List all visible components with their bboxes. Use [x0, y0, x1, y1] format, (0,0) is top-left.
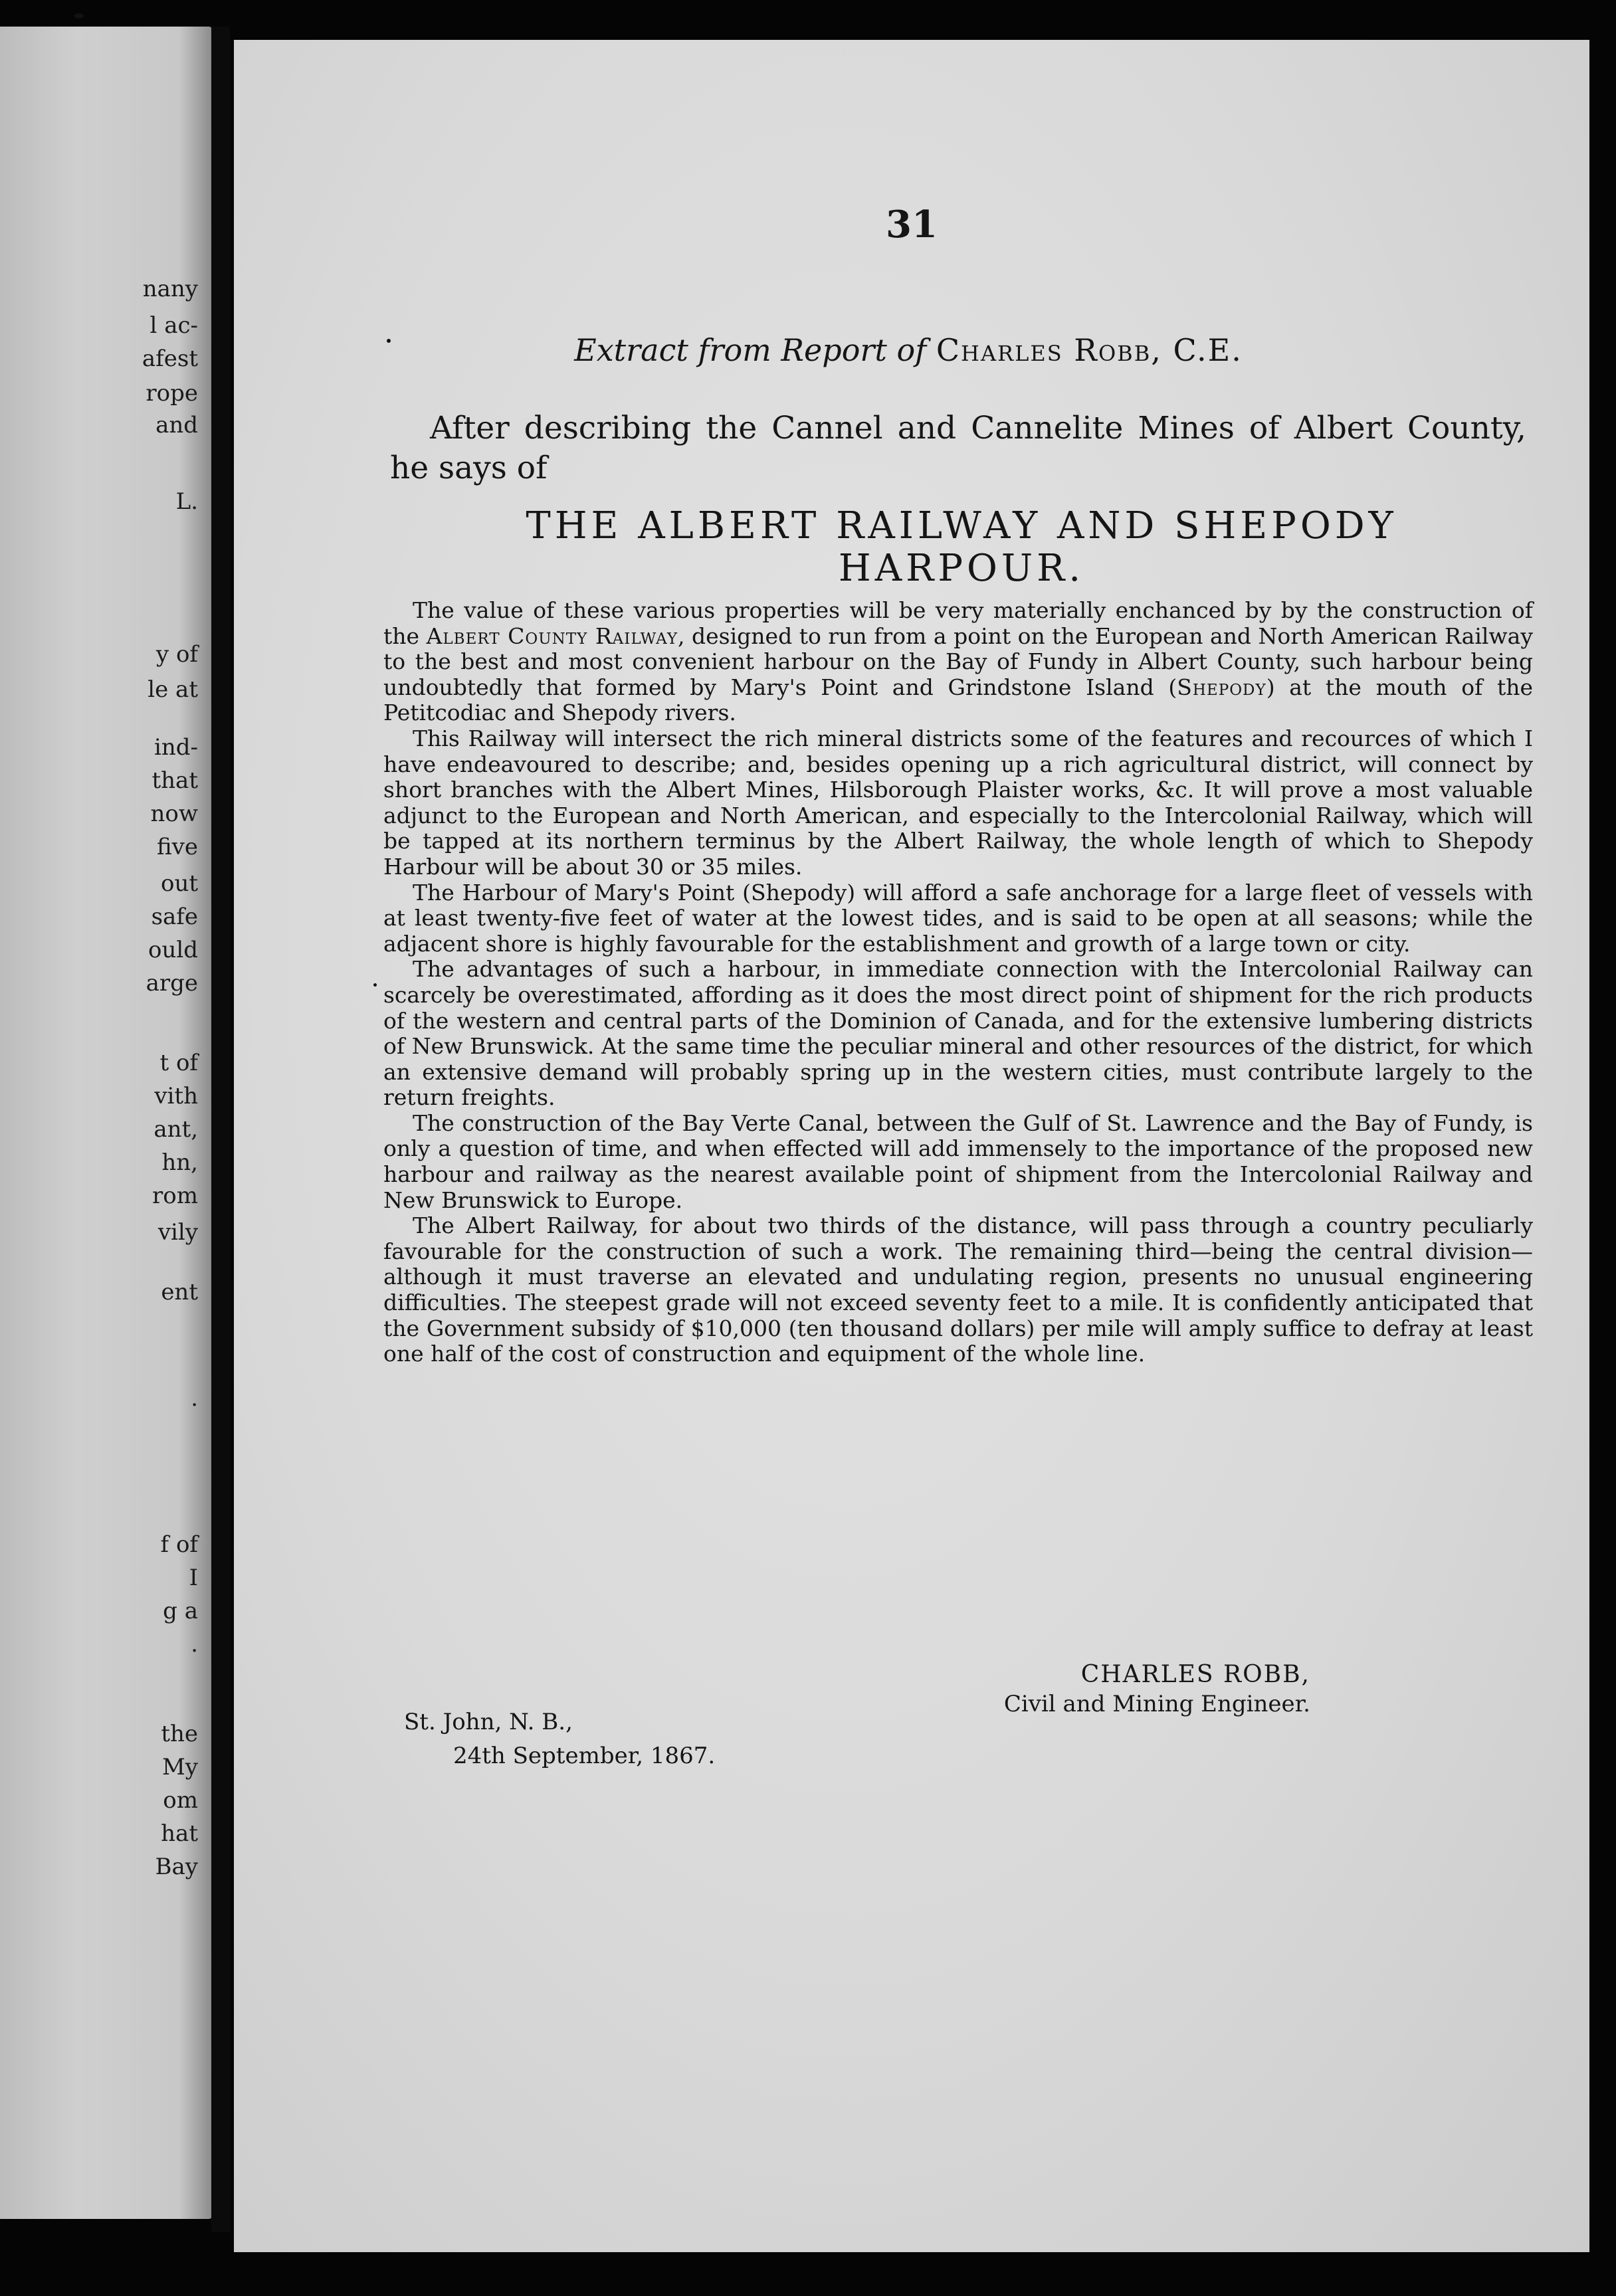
signature-place: St. John, N. B.,: [404, 1709, 573, 1735]
paragraph-smallcaps: Albert County Railway: [426, 622, 678, 649]
fragment-text: vily: [157, 1219, 198, 1246]
signature-name: CHARLES ROBB,: [1080, 1661, 1310, 1688]
fragment-text: ·: [191, 1638, 198, 1664]
body-paragraph-3: The Harbour of Mary's Point (Shepody) will afford a safe anchorage for a large fleet of vessels with at least twenty-five feet of water at the lowest tides, and is said to be open at all seasons; while the adjacent shore is highly favourable for the establishment and growth of a large town or city.: [383, 879, 1533, 957]
fragment-text: ould: [148, 937, 198, 963]
fragment-text: om: [163, 1787, 198, 1814]
page-number: 31: [886, 203, 938, 246]
fragment-text: l ac-: [150, 312, 198, 339]
document-page: [234, 40, 1589, 2252]
scan-speck: [373, 983, 377, 987]
fragment-text: and: [155, 412, 198, 438]
fragment-text: le at: [148, 676, 198, 703]
scan-speck: [387, 339, 391, 343]
fragment-text: f of: [160, 1531, 198, 1558]
fragment-text: My: [161, 1754, 198, 1780]
body-paragraph-6: The Albert Railway, for about two thirds of the distance, will pass through a country peculiarly favourable for the construction of such a work. The remaining third—being the central division—although it must traverse an elevated and undulating region, presents no unusual engineering difficulties. The steepest grade will not exceed seventy feet to a mile. It is confidently anticipated that the Government subsidy of $10,000 (ten thousand dollars) per mile will amply suffice to defray at least one half of the cost of construction and equipment of the whole line.: [383, 1212, 1533, 1367]
extract-heading-author: Charles Robb, C.E.: [936, 332, 1243, 368]
fragment-text: out: [160, 870, 198, 897]
fragment-text: y of: [155, 641, 198, 668]
fragment-text: .: [191, 1385, 198, 1412]
fragment-text: Bay: [155, 1854, 198, 1880]
section-title: [387, 505, 1536, 590]
signature-date: 24th September, 1867.: [453, 1743, 716, 1769]
paragraph-text: , designed to run from a point on the European and North American Railway to the best and most convenient harbour on the Bay of Fundy in Albert County, such harbour being undoubtedly that formed by Mary's Point and Grindstone Island (: [383, 622, 1533, 700]
fragment-text: I: [189, 1565, 198, 1591]
body-paragraph-1: [383, 598, 1533, 726]
body-paragraph-4: The advantages of such a harbour, in immediate connection with the Intercolonial Railway can scarcely be overestimated, affording as it does the most direct point of shipment for the rich products of the western and central parts of the Dominion of Canada, and for the extensive lumbering districts of New Brunswick. At the same time the peculiar mineral and other resources of the district, for which an extensive demand will probably spring up in the western cities, must contribute largely to the return freights.: [383, 956, 1533, 1111]
fragment-text: ant,: [153, 1116, 198, 1143]
fragment-text: rope: [146, 380, 198, 407]
page-gutter-shadow: [211, 27, 230, 2232]
intro-paragraph: After describing the Cannel and Cannelite Mines of Albert County, he says of: [390, 410, 1526, 486]
fragment-text: afest: [142, 345, 198, 372]
fragment-text: now: [150, 801, 198, 827]
fragment-text: nany: [142, 276, 198, 302]
body-paragraph-5: The construction of the Bay Verte Canal, between the Gulf of St. Lawrence and the Bay of Fundy, is only a question of time, and when effected will add immensely to the importance of the proposed new harbour and railway as the nearest available point of shipment from the Intercolonial Railway and New Brunswick to Europe.: [383, 1109, 1533, 1213]
fragment-text: hat: [161, 1820, 198, 1847]
signature-title: Civil and Mining Engineer.: [1003, 1691, 1310, 1717]
fragment-text: vith: [154, 1083, 198, 1109]
fragment-text: g a: [163, 1598, 198, 1624]
fragment-text: that: [152, 767, 198, 794]
scan-speck: [74, 13, 84, 19]
fragment-text: rom: [152, 1183, 198, 1209]
paragraph-smallcaps: Shepody: [1177, 674, 1266, 700]
fragment-text: arge: [146, 970, 198, 997]
extract-heading-italic: Extract from Report of: [574, 332, 927, 368]
body-paragraph-2: This Railway will intersect the rich mineral districts some of the features and recources of which I have endeavoured to describe; and, besides opening up a rich agricultural district, will connect by short branches with the Albert Mines, Hilsborough Plaister works, &c. It will prove a most valuable adjunct to the European and North American, and especially to the Intercolonial Railway, which will be tapped at its northern terminus by the Albert Railway, the whole length of which to Shepody Harbour will be about 30 or 35 miles.: [383, 725, 1533, 880]
fragment-text: t of: [159, 1050, 198, 1076]
report-body: [383, 598, 1533, 1367]
fragment-text: five: [156, 834, 198, 860]
paragraph-text: ) at the mouth of the Petitcodiac and Shepody rivers.: [383, 674, 1534, 726]
fragment-text: ind-: [153, 734, 198, 761]
fragment-text: safe: [151, 904, 198, 930]
section-title-line-1: THE ALBERT RAILWAY AND SHEPODY: [526, 504, 1397, 547]
fragment-text: the: [161, 1721, 198, 1747]
extract-heading: [234, 332, 1583, 368]
section-title-line-2: HARPOUR.: [838, 547, 1085, 590]
fragment-text: ent: [161, 1279, 198, 1305]
fragment-text: hn,: [161, 1149, 198, 1176]
fragment-text: L.: [175, 488, 198, 515]
paragraph-text: The value of these various properties will be very materially enchanced by by the construction of the: [383, 597, 1533, 649]
